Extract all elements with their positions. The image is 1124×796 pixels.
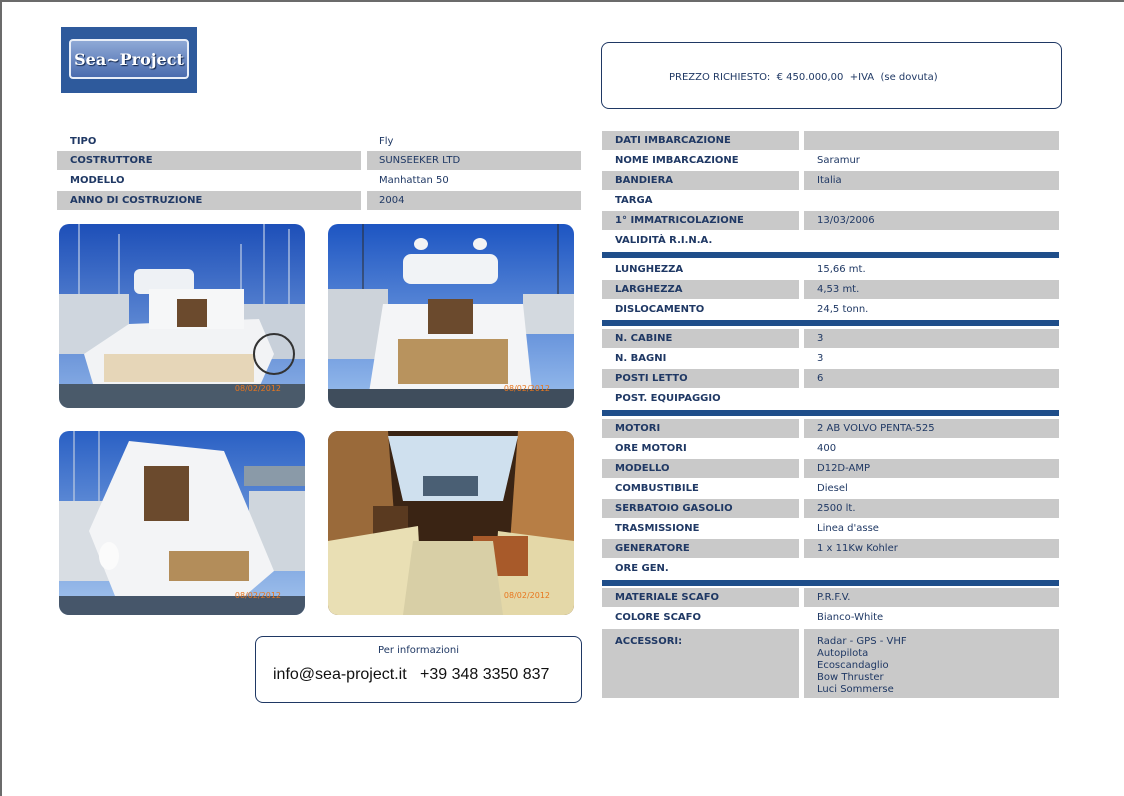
contact-title: Per informazioni	[378, 645, 459, 656]
yacht-photo-3	[59, 431, 305, 615]
spec-row-targa	[602, 191, 1059, 210]
spec-row-anno	[57, 191, 581, 210]
spec-row-accessori	[602, 629, 1059, 695]
spec-value: 3	[804, 329, 1059, 348]
accessory-item: Ecoscandaglio	[817, 660, 889, 671]
spec-key: ACCESSORI:	[602, 629, 799, 698]
spec-key: LUNGHEZZA	[615, 264, 684, 275]
contact-phone: +39 348 3350 837	[419, 666, 550, 683]
accessory-item: Luci Sommerse	[817, 684, 894, 695]
price-box	[601, 42, 1062, 109]
contact-line	[273, 666, 549, 684]
photo-date: 08/02/2012	[503, 384, 550, 393]
section-divider	[602, 252, 1059, 258]
spec-value: Italia	[804, 171, 1059, 190]
spec-key: MATERIALE SCAFO	[602, 588, 799, 607]
spec-value: 24,5 tonn.	[817, 304, 869, 315]
spec-row-validita-rina	[602, 231, 1059, 250]
spec-value	[804, 131, 1059, 150]
spec-row-dati-imbarcazione	[602, 131, 1059, 150]
spec-row-bandiera	[602, 171, 1059, 190]
spec-value: Fly	[379, 136, 394, 147]
spec-value: 400	[817, 443, 837, 454]
spec-key: TIPO	[70, 136, 97, 147]
spec-key: MODELLO	[70, 175, 125, 186]
spec-value	[804, 191, 1059, 210]
spec-key: MODELLO	[602, 459, 799, 478]
section-divider	[602, 320, 1059, 326]
spec-row-costruttore	[57, 151, 581, 170]
spec-value: SUNSEEKER LTD	[367, 151, 581, 170]
spec-key: LARGHEZZA	[602, 280, 799, 299]
spec-key: 1° IMMATRICOLAZIONE	[602, 211, 799, 230]
spec-row-serbatoio	[602, 499, 1059, 518]
spec-key: POSTI LETTO	[602, 369, 799, 388]
spec-row-motori	[602, 419, 1059, 438]
contact-email-link[interactable]: info@sea-project.it	[273, 666, 407, 683]
spec-row-modello-motore	[602, 459, 1059, 478]
price-value: € 450.000,00	[776, 72, 844, 83]
accessory-item: Radar - GPS - VHF	[817, 636, 907, 647]
spec-key: TARGA	[615, 195, 653, 206]
spec-key: GENERATORE	[602, 539, 799, 558]
spec-row-ore-motori	[602, 439, 1059, 458]
section-divider	[602, 580, 1059, 586]
spec-row-combustibile	[602, 479, 1059, 498]
accessory-item: Bow Thruster	[817, 672, 884, 683]
spec-value: D12D-AMP	[804, 459, 1059, 478]
spec-key: BANDIERA	[602, 171, 799, 190]
spec-row-dislocamento	[602, 300, 1059, 319]
spec-row-bagni	[602, 349, 1059, 368]
photo-date: 08/02/2012	[234, 384, 281, 393]
spec-key: COSTRUTTORE	[57, 151, 361, 170]
spec-row-materiale-scafo	[602, 588, 1059, 607]
spec-row-immatricolazione	[602, 211, 1059, 230]
yacht-photo-4	[328, 431, 574, 615]
yacht-photo-2	[328, 224, 574, 408]
spec-value: 6	[804, 369, 1059, 388]
spec-value	[804, 231, 1059, 250]
spec-row-cabine	[602, 329, 1059, 348]
spec-row-ore-gen	[602, 559, 1059, 578]
accessory-item: Autopilota	[817, 648, 869, 659]
spec-key: N. BAGNI	[615, 353, 667, 364]
spec-row-posti-letto	[602, 369, 1059, 388]
spec-row-posti-equipaggio	[602, 389, 1059, 408]
sea-project-logo	[61, 27, 197, 93]
spec-row-tipo	[57, 132, 581, 151]
spec-key: DATI IMBARCAZIONE	[602, 131, 799, 150]
spec-value: Diesel	[817, 483, 848, 494]
spec-key: DISLOCAMENTO	[615, 304, 705, 315]
spec-row-lunghezza	[602, 260, 1059, 279]
photo-date: 08/02/2012	[234, 591, 281, 600]
spec-key: TRASMISSIONE	[615, 523, 700, 534]
spec-key: ANNO DI COSTRUZIONE	[57, 191, 361, 210]
spec-row-nome-imbarcazione	[602, 151, 1059, 170]
spec-value: Manhattan 50	[379, 175, 449, 186]
spec-row-colore-scafo	[602, 608, 1059, 627]
spec-key: NOME IMBARCAZIONE	[615, 155, 739, 166]
photo-date: 08/02/2012	[503, 591, 550, 600]
spec-row-generatore	[602, 539, 1059, 558]
spec-key: ORE MOTORI	[615, 443, 687, 454]
price-label: PREZZO RICHIESTO:	[669, 72, 771, 83]
spec-value: 1 x 11Kw Kohler	[804, 539, 1059, 558]
spec-value: 3	[817, 353, 824, 364]
spec-key: SERBATOIO GASOLIO	[602, 499, 799, 518]
price-tax-note: +IVA (se dovuta)	[849, 72, 938, 83]
spec-value: P.R.F.V.	[804, 588, 1059, 607]
spec-value: Bianco-White	[817, 612, 884, 623]
spec-row-trasmissione	[602, 519, 1059, 538]
yacht-photo-1	[59, 224, 305, 408]
price-line	[669, 72, 938, 83]
spec-value: Saramur	[817, 155, 860, 166]
spec-value: 2004	[367, 191, 581, 210]
spec-row-modello	[57, 171, 581, 190]
spec-value: 13/03/2006	[804, 211, 1059, 230]
spec-key: COLORE SCAFO	[615, 612, 701, 623]
spec-key: VALIDITÀ R.I.N.A.	[615, 235, 713, 246]
logo-badge	[69, 39, 189, 79]
spec-value: 15,66 mt.	[817, 264, 866, 275]
contact-box	[255, 636, 582, 703]
spec-key: ORE GEN.	[615, 563, 669, 574]
spec-value	[804, 559, 1059, 578]
spec-value: 2500 lt.	[804, 499, 1059, 518]
accessories-list	[804, 629, 1059, 698]
spec-value	[804, 389, 1059, 408]
spec-row-larghezza	[602, 280, 1059, 299]
spec-value: Linea d'asse	[817, 523, 879, 534]
spec-key: N. CABINE	[602, 329, 799, 348]
spec-value: 2 AB VOLVO PENTA-525	[804, 419, 1059, 438]
section-divider	[602, 410, 1059, 416]
logo-text: Sea~Project	[74, 49, 184, 69]
spec-value: 4,53 mt.	[804, 280, 1059, 299]
spec-key: COMBUSTIBILE	[615, 483, 699, 494]
spec-key: POST. EQUIPAGGIO	[615, 393, 721, 404]
spec-key: MOTORI	[602, 419, 799, 438]
